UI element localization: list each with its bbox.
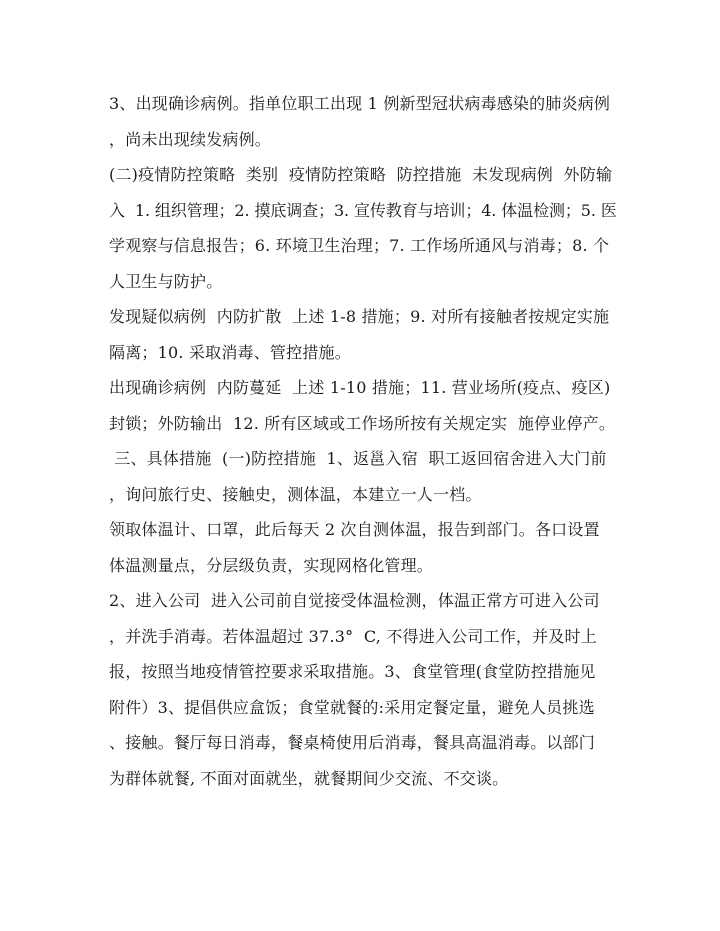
text-line: 学观察与信息报告；6. 环境卫生治理；7. 工作场所通风与消毒；8. 个 xyxy=(109,236,610,255)
text-line: 体温测量点，分层级负责，实现网格化管理。 xyxy=(109,555,434,575)
text-line: 3、出现确诊病例。指单位职工出现 1 例新型冠状病毒感染的肺炎病例 xyxy=(109,94,611,113)
text-line: 为群体就餐, 不面对面就坐，就餐期间少交流、不交谈。 xyxy=(109,768,509,788)
text-line: 领取体温计、口罩，此后每天 2 次自测体温，报告到部门。各口设置 xyxy=(109,520,600,539)
text-line: 入 1. 组织管理；2. 摸底调查；3. 宣传教育与培训；4. 体温检测；5. 医 xyxy=(109,200,617,220)
text-line: 发现疑似病例 内防扩散 上述 1-8 措施；9. 对所有接触者按规定实施 xyxy=(109,307,610,326)
text-line: ，尚未出现续发病例。 xyxy=(109,129,272,149)
document-body xyxy=(109,86,619,796)
text-line: 人卫生与防护。 xyxy=(109,271,223,291)
text-line: 、接触。餐厅每日消毒，餐桌椅使用后消毒，餐具高温消毒。以部门 xyxy=(109,733,596,752)
text-line: 隔离；10. 采取消毒、管控措施。 xyxy=(109,342,351,362)
text-line: 出现确诊病例 内防蔓延 上述 1-10 措施；11. 营业场所(疫点、疫区) xyxy=(109,378,611,397)
text-line: 报，按照当地疫情管控要求采取措施。3、食堂管理(食堂防控措施见 xyxy=(109,662,596,681)
text-line: (二)疫情防控策略 类别 疫情防控策略 防控措施 未发现病例 外防输 xyxy=(109,165,613,184)
text-line: 三、具体措施 (一)防控措施 1、返邕入宿 职工返回宿舍进入大门前 xyxy=(109,449,607,468)
text-line: 2、进入公司 进入公司前自觉接受体温检测，体温正常方可进入公司 xyxy=(109,591,600,610)
text-line: ，并洗手消毒。若体温超过 37.3° C, 不得进入公司工作，并及时上 xyxy=(109,626,597,646)
text-line: 附件）3、提倡供应盒饭；食堂就餐的:采用定餐定量，避免人员挑选 xyxy=(109,697,595,717)
text-line: ，询问旅行史、接触史，测体温，本建立一人一档。 xyxy=(109,484,482,504)
text-line: 封锁；外防输出 12. 所有区域或工作场所按有关规定实 施停业停产。 xyxy=(109,413,616,433)
